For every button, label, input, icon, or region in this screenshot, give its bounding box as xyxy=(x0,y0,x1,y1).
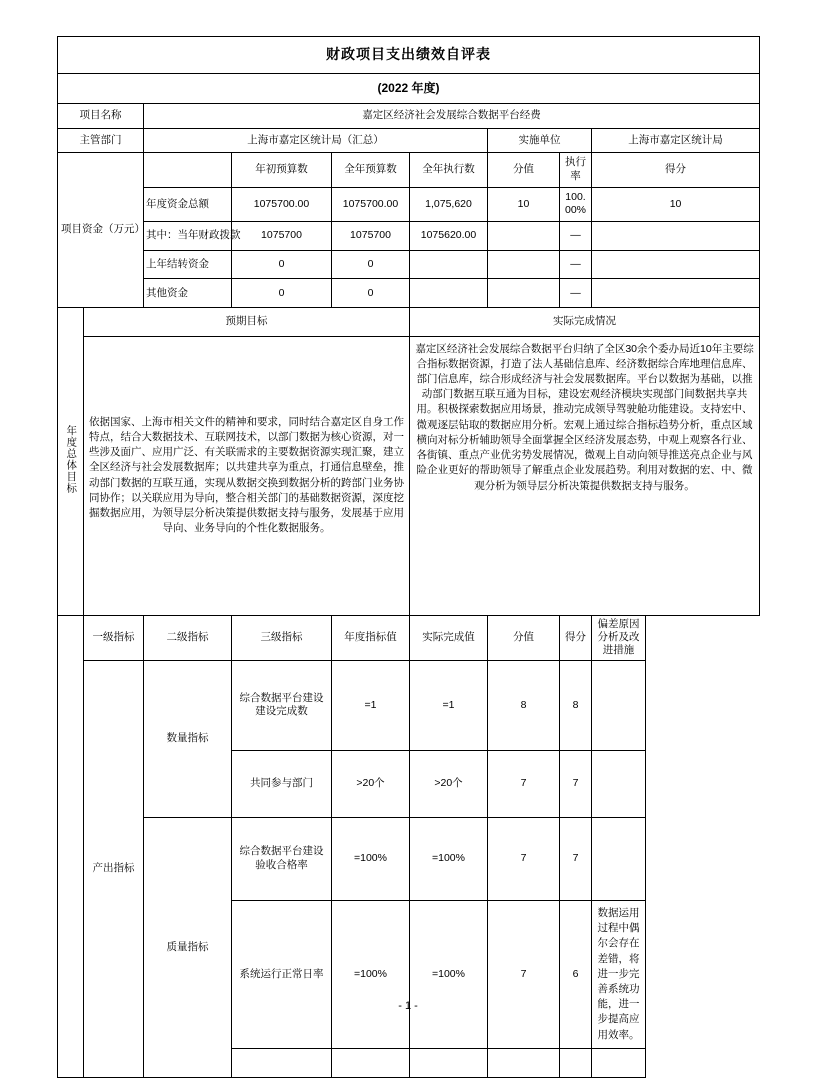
funds-row xyxy=(58,187,760,222)
funds-cell-score: 10 xyxy=(592,187,760,222)
funds-cell-scorevalue xyxy=(488,250,560,279)
evaluation-table xyxy=(57,36,760,1078)
indicator-scorevalue: 7 xyxy=(488,817,560,900)
indicator-actual-value: =1 xyxy=(410,660,488,750)
indicator-target-value: =100% xyxy=(332,900,410,1048)
goals-side-label-text: 年度总体目标 xyxy=(65,424,78,494)
funds-cell-scorevalue xyxy=(488,279,560,308)
page-footer xyxy=(0,1000,816,1012)
funds-row-name: 其他资金 xyxy=(144,279,232,308)
indicator-analysis xyxy=(592,660,646,750)
funds-col-begin: 年初预算数 xyxy=(232,153,332,188)
indicator-scorevalue: 7 xyxy=(488,900,560,1048)
indicator-score: 7 xyxy=(560,817,592,900)
funds-cell-exec: 1,075,620 xyxy=(410,187,488,222)
funds-cell-score xyxy=(592,250,760,279)
funds-cell-execrate: 100.00% xyxy=(560,187,592,222)
unit-value: 上海市嘉定区统计局 xyxy=(592,128,760,152)
funds-row-name: 其中：当年财政拨款 xyxy=(144,222,232,251)
indicator-level3-value: 共同参与部门 xyxy=(232,750,332,817)
indicator-target-value: =1 xyxy=(332,660,410,750)
goals-actual-header: 实际完成情况 xyxy=(410,308,760,336)
funds-row-name: 上年结转资金 xyxy=(144,250,232,279)
funds-cell-scorevalue: 10 xyxy=(488,187,560,222)
indicator-actual-value: >20个 xyxy=(410,750,488,817)
project-name-label: 项目名称 xyxy=(58,104,144,128)
evaluation-sheet xyxy=(57,36,759,1078)
indicator-col-level1: 一级指标 xyxy=(84,615,144,660)
indicator-level3-value: 综合数据平台建设建设完成数 xyxy=(232,660,332,750)
indicator-actual-value: =100% xyxy=(410,900,488,1048)
indicator-col-scorevalue: 分值 xyxy=(488,615,560,660)
indicator-score xyxy=(560,1048,592,1077)
goals-expected-header: 预期目标 xyxy=(84,308,410,336)
indicator-level2-value: 质量指标 xyxy=(144,817,232,1077)
indicator-col-score: 得分 xyxy=(560,615,592,660)
funds-cell-begin: 0 xyxy=(232,250,332,279)
indicator-col-analysis: 偏差原因分析及改进措施 xyxy=(592,615,646,660)
project-name-row xyxy=(58,104,760,128)
indicator-scorevalue xyxy=(488,1048,560,1077)
goals-side-label xyxy=(58,308,84,615)
funds-cell-score xyxy=(592,279,760,308)
funds-cell-begin: 1075700.00 xyxy=(232,187,332,222)
indicator-target-value: >20个 xyxy=(332,750,410,817)
indicator-col-target: 年度指标值 xyxy=(332,615,410,660)
indicator-analysis: 数据运用过程中偶尔会存在差错，将进一步完善系统功能，进一步提高应用效率。 xyxy=(592,900,646,1048)
indicator-score: 7 xyxy=(560,750,592,817)
dept-row xyxy=(58,128,760,152)
indicator-level2-value: 数量指标 xyxy=(144,660,232,817)
goals-expected-text: 依据国家、上海市相关文件的精神和要求，同时结合嘉定区自身工作特点，结合大数据技术、互联网技术，以部门数据为核心资源，对一些涉及面广、应用广泛、有关联需求的主要数据资源实现汇聚，建立全区经济与社会发展数据库；以共建共享为重点，打通信息壁垒，推动部门数据的互联互通，实现从数据交换到数据分析的跨部门业务协同协作；以关联应用为导向，整合相关部门的基础数据资源，深度挖掘数据应用，为领导层分析决策提供数据支持与服务，发展基于应用导向、业务导向的个性化数据服务。 xyxy=(84,336,410,615)
indicator-analysis xyxy=(592,1048,646,1077)
funds-col-score: 得分 xyxy=(592,153,760,188)
funds-col-exec: 全年执行数 xyxy=(410,153,488,188)
indicator-score: 8 xyxy=(560,660,592,750)
funds-row-name: 年度资金总额 xyxy=(144,187,232,222)
project-name-value: 嘉定区经济社会发展综合数据平台经费 xyxy=(144,104,760,128)
funds-cell-execrate: — xyxy=(560,279,592,308)
page-number: - 1 - xyxy=(398,1000,418,1012)
indicator-actual-value: =100% xyxy=(410,817,488,900)
indicator-scorevalue: 8 xyxy=(488,660,560,750)
unit-label: 实施单位 xyxy=(488,128,592,152)
funds-cell-annual: 0 xyxy=(332,250,410,279)
page-title: 财政项目支出绩效自评表 xyxy=(58,37,760,74)
indicator-col-actual: 实际完成值 xyxy=(410,615,488,660)
funds-cell-exec xyxy=(410,250,488,279)
funds-header-row xyxy=(58,153,760,188)
funds-cell-scorevalue xyxy=(488,222,560,251)
page-subtitle: (2022 年度) xyxy=(58,73,760,103)
indicator-header-row xyxy=(58,615,760,660)
indicator-analysis xyxy=(592,750,646,817)
indicator-target-value xyxy=(332,1048,410,1077)
dept-label: 主管部门 xyxy=(58,128,144,152)
subtitle-row xyxy=(58,73,760,103)
goals-text-row xyxy=(58,336,760,615)
funds-cell-exec: 1075620.00 xyxy=(410,222,488,251)
funds-cell-begin: 0 xyxy=(232,279,332,308)
indicator-analysis xyxy=(592,817,646,900)
funds-cell-annual: 1075700 xyxy=(332,222,410,251)
funds-row xyxy=(58,250,760,279)
funds-row-label: 项目资金（万元） xyxy=(58,153,144,308)
goals-header-row xyxy=(58,308,760,336)
indicator-target-value: =100% xyxy=(332,817,410,900)
indicator-row xyxy=(58,660,760,750)
title-row xyxy=(58,37,760,74)
funds-cell-execrate: — xyxy=(560,250,592,279)
funds-cell-begin: 1075700 xyxy=(232,222,332,251)
indicator-level3-value xyxy=(232,1048,332,1077)
indicator-scorevalue: 7 xyxy=(488,750,560,817)
funds-row xyxy=(58,279,760,308)
funds-col-execrate: 执行率 xyxy=(560,153,592,188)
funds-cell-score xyxy=(592,222,760,251)
funds-cell-exec xyxy=(410,279,488,308)
funds-cell-annual: 1075700.00 xyxy=(332,187,410,222)
funds-cell-execrate: — xyxy=(560,222,592,251)
goals-actual-text: 嘉定区经济社会发展综合数据平台归纳了全区30余个委办局近10年主要综合指标数据资源，打造了法人基础信息库、经济数据综合库地理信息库、部门信息库，综合形成经济与社会发展数据库。平台以数据为基础，以推动部门数据互联互通为目标，建设宏观经济模块实现部门间数据共享共用。积极探索数据应用场景，推动完成领导驾驶舱功能建设。支持宏中、微观逐层钻取的数据应用分析。宏观上通过综合指标趋势分析，重点区域横向对标分析辅助领导全面掌握全区经济发展态势，中观上观察各行业、各街镇、重点产业优劣势发展情况，微观上自动向领导推送亮点企业与风险企业更好的帮助领导了解重点企业发展趋势。利用对数据的宏、中、微观分析为领导层分析决策提供数据支持与服务。 xyxy=(410,336,760,615)
funds-col-scorevalue: 分值 xyxy=(488,153,560,188)
indicator-row xyxy=(58,817,760,900)
indicator-score: 6 xyxy=(560,900,592,1048)
dept-value: 上海市嘉定区统计局（汇总） xyxy=(144,128,488,152)
funds-col-annual: 全年预算数 xyxy=(332,153,410,188)
funds-cell-annual: 0 xyxy=(332,279,410,308)
funds-row xyxy=(58,222,760,251)
indicator-level1-value: 产出指标 xyxy=(84,660,144,1077)
indicator-level3-value: 综合数据平台建设验收合格率 xyxy=(232,817,332,900)
indicator-actual-value xyxy=(410,1048,488,1077)
indicator-level3-value: 系统运行正常日率 xyxy=(232,900,332,1048)
indicator-col-level3: 三级指标 xyxy=(232,615,332,660)
indicator-col-level2: 二级指标 xyxy=(144,615,232,660)
